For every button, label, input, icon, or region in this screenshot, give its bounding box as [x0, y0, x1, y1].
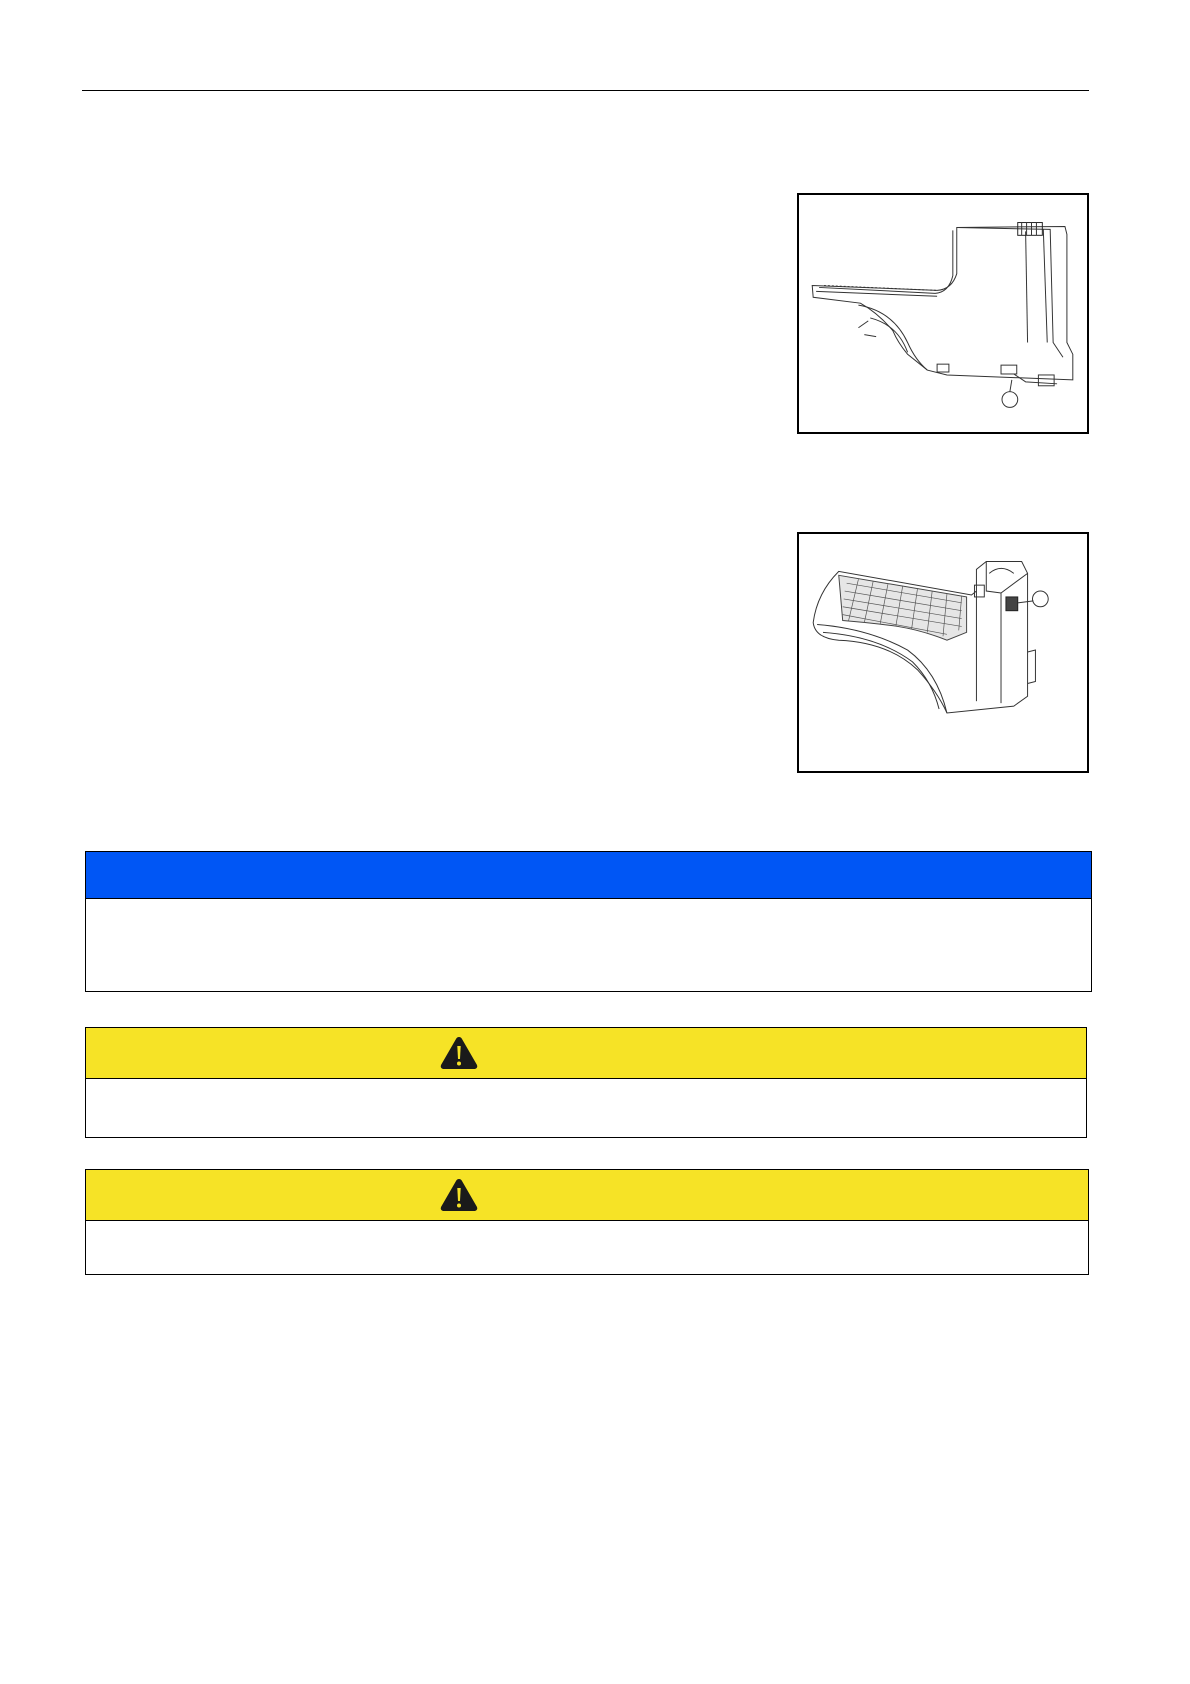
warning-triangle-icon [439, 1177, 479, 1213]
notice-box [85, 851, 1092, 992]
figure-footstep-side [797, 193, 1089, 434]
notice-header-bar [86, 852, 1091, 899]
caution-header-bar [86, 1028, 1086, 1079]
footstep-side-drawing [799, 195, 1087, 432]
figure-footstep-perspective [797, 532, 1089, 773]
footstep-perspective-drawing [799, 534, 1087, 771]
caution-header-bar [86, 1170, 1088, 1221]
warning-triangle-icon [439, 1035, 479, 1071]
caution-box [85, 1169, 1089, 1275]
header-rule [82, 90, 1089, 91]
caution-box [85, 1027, 1087, 1138]
